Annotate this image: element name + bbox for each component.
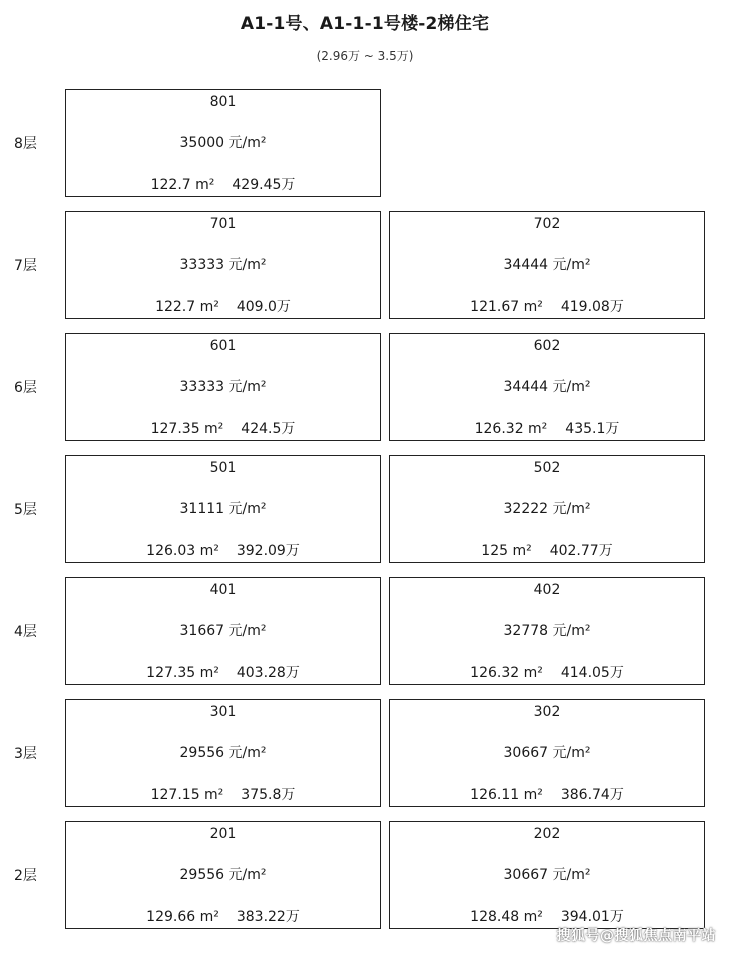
unit-area: 127.15 m² xyxy=(150,787,224,803)
floor-row xyxy=(0,333,730,443)
unit-total-price: 403.28万 xyxy=(236,665,300,681)
unit-price: 32778 元/m² xyxy=(503,623,591,639)
unit-number: 201 xyxy=(209,826,237,842)
unit-area: 122.7 m² xyxy=(155,299,219,315)
unit-total-price: 419.08万 xyxy=(560,299,624,315)
unit-price: 34444 元/m² xyxy=(503,257,591,273)
unit-price: 32222 元/m² xyxy=(503,501,591,517)
floor-row xyxy=(0,821,730,931)
unit-total-price: 392.09万 xyxy=(236,543,300,559)
floor-label: 2层 xyxy=(14,868,37,884)
unit-price: 34444 元/m² xyxy=(503,379,591,395)
unit-area: 127.35 m² xyxy=(150,421,224,437)
unit-number: 501 xyxy=(209,460,237,476)
unit-summary xyxy=(390,296,704,316)
unit-number: 801 xyxy=(209,94,237,110)
unit-summary xyxy=(66,540,380,560)
unit-number: 601 xyxy=(209,338,237,354)
unit-card xyxy=(65,211,381,319)
unit-card xyxy=(65,577,381,685)
page-title: A1-1号、A1-1-1号楼-2梯住宅 xyxy=(240,14,490,34)
floor-label: 8层 xyxy=(14,136,37,152)
unit-card xyxy=(65,89,381,197)
watermark: 搜狐号@搜狐焦点南平站 xyxy=(556,928,716,944)
unit-number: 701 xyxy=(209,216,237,232)
unit-total-price: 383.22万 xyxy=(236,909,300,925)
unit-summary xyxy=(66,296,380,316)
unit-number: 301 xyxy=(209,704,237,720)
unit-total-price: 409.0万 xyxy=(236,299,291,315)
unit-card xyxy=(389,211,705,319)
unit-area: 129.66 m² xyxy=(146,909,219,925)
unit-number: 702 xyxy=(533,216,561,232)
unit-card xyxy=(65,699,381,807)
unit-price: 35000 元/m² xyxy=(179,135,267,151)
floor-label: 4层 xyxy=(14,624,37,640)
unit-price: 30667 元/m² xyxy=(503,745,591,761)
unit-summary xyxy=(66,418,380,438)
unit-summary xyxy=(66,174,380,194)
unit-total-price: 414.05万 xyxy=(560,665,624,681)
unit-summary xyxy=(390,784,704,804)
unit-summary xyxy=(66,784,380,804)
unit-summary xyxy=(390,418,704,438)
unit-number: 401 xyxy=(209,582,237,598)
unit-price: 33333 元/m² xyxy=(179,379,267,395)
unit-area: 121.67 m² xyxy=(470,299,543,315)
unit-area: 126.03 m² xyxy=(146,543,219,559)
unit-card xyxy=(389,821,705,929)
unit-card xyxy=(65,821,381,929)
floor-row xyxy=(0,699,730,809)
unit-number: 302 xyxy=(533,704,561,720)
unit-number: 402 xyxy=(533,582,561,598)
unit-area: 128.48 m² xyxy=(470,909,543,925)
unit-area: 126.32 m² xyxy=(470,665,543,681)
floor-row xyxy=(0,211,730,321)
unit-price: 29556 元/m² xyxy=(179,745,267,761)
unit-summary xyxy=(390,906,704,926)
unit-area: 125 m² xyxy=(481,543,532,559)
unit-area: 126.11 m² xyxy=(470,787,543,803)
unit-number: 502 xyxy=(533,460,561,476)
floor-row xyxy=(0,455,730,565)
floor-label: 5层 xyxy=(14,502,37,518)
unit-area: 127.35 m² xyxy=(146,665,219,681)
unit-card xyxy=(389,455,705,563)
unit-price: 29556 元/m² xyxy=(179,867,267,883)
unit-total-price: 375.8万 xyxy=(241,787,296,803)
unit-price: 30667 元/m² xyxy=(503,867,591,883)
floor-label: 6层 xyxy=(14,380,37,396)
unit-total-price: 394.01万 xyxy=(560,909,624,925)
unit-total-price: 424.5万 xyxy=(241,421,296,437)
floor-label: 3层 xyxy=(14,746,37,762)
unit-total-price: 402.77万 xyxy=(549,543,613,559)
unit-area: 126.32 m² xyxy=(474,421,548,437)
unit-summary xyxy=(66,906,380,926)
unit-total-price: 386.74万 xyxy=(560,787,624,803)
unit-total-price: 435.1万 xyxy=(565,421,620,437)
unit-area: 122.7 m² xyxy=(150,177,215,193)
floor-label: 7层 xyxy=(14,258,37,274)
unit-price: 31667 元/m² xyxy=(179,623,267,639)
price-range-subtitle: (2.96万 ~ 3.5万) xyxy=(316,49,414,63)
unit-summary xyxy=(390,540,704,560)
floor-row xyxy=(0,89,730,199)
unit-card xyxy=(389,333,705,441)
unit-number: 202 xyxy=(533,826,561,842)
unit-card xyxy=(389,699,705,807)
unit-total-price: 429.45万 xyxy=(232,177,296,193)
unit-card xyxy=(65,455,381,563)
unit-card xyxy=(65,333,381,441)
unit-number: 602 xyxy=(533,338,561,354)
unit-summary xyxy=(390,662,704,682)
floor-row xyxy=(0,577,730,687)
unit-card xyxy=(389,577,705,685)
unit-price: 33333 元/m² xyxy=(179,257,267,273)
unit-price: 31111 元/m² xyxy=(179,501,267,517)
unit-summary xyxy=(66,662,380,682)
